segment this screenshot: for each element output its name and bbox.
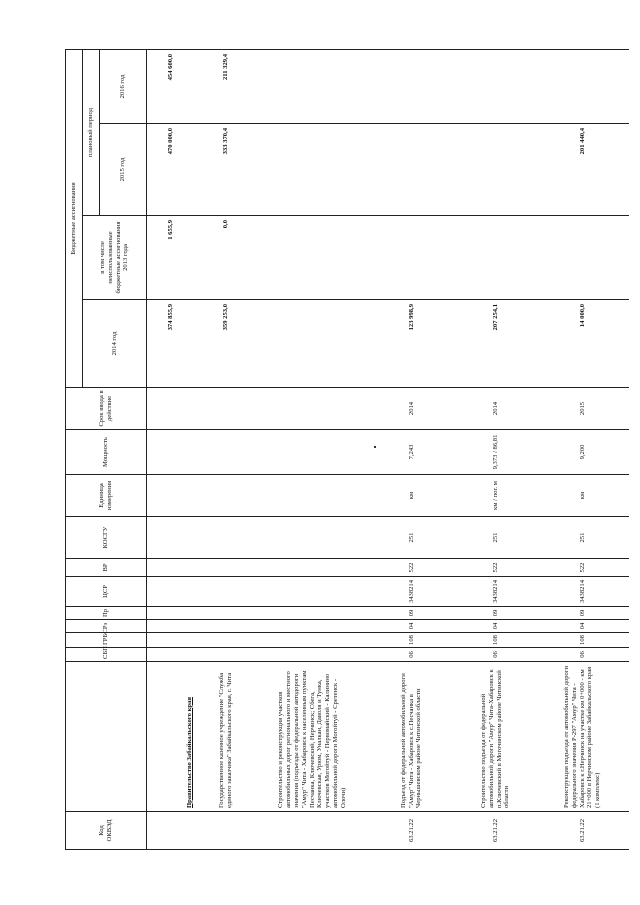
cell-vr [257,559,369,577]
table-row [455,50,537,850]
cell-y2015 [455,124,537,216]
cell-y2016: 211 329,4 [195,50,257,124]
col-kosgu: КОСГУ [66,517,147,559]
cell-sbp: 06 [369,648,455,662]
cell-grbs: 108 [537,633,629,648]
col-name [66,662,147,812]
cell-cap: 7,243 [369,430,455,475]
cell-incl [537,216,629,300]
cell-kod [147,812,195,850]
cell-rz: 04 [537,620,629,633]
cell-rz: 04 [455,620,537,633]
cell-y2015: 470 000,0 [147,124,195,216]
table-row [369,50,455,850]
cell-rz [257,620,369,633]
cell-incl: 0,0 [195,216,257,300]
cell-cap [195,430,257,475]
budget-table [65,49,629,850]
cell-y2016 [455,50,537,124]
cell-grbs: 108 [369,633,455,648]
cell-y2014: 374 855,9 [147,300,195,388]
table-row [147,50,195,850]
cell-vr [195,559,257,577]
cell-csr [257,577,369,607]
cell-pr: 09 [369,607,455,620]
cell-name: Реконструкция подъезда от автомобильной дороги федерального значения Р-297 "Амур" Чита - Хабаровск к г.Нерчинск на участке км 0+000 - км 21+000 в Нерчинском районе Забайкальского края (1 комплекс) [537,662,629,812]
cell-unit [257,475,369,517]
cell-kod [257,812,369,850]
cell-name: Государственное казенное учреждение "Служба единого заказчика" Забайкальского края, г. Чита [195,662,257,812]
cell-pr [195,607,257,620]
page-mark [374,446,376,448]
col-capacity: Мощность [66,430,147,475]
table-row [537,50,629,850]
cell-y2015 [369,124,455,216]
cell-y2014: 207 254,1 [455,300,537,388]
cell-term [257,388,369,430]
cell-vr: 522 [455,559,537,577]
col-commission: Срок ввода в действие [66,388,147,430]
cell-kosgu: 251 [455,517,537,559]
cell-kosgu: 251 [369,517,455,559]
cell-unit: км [369,475,455,517]
cell-y2014: 14 000,0 [537,300,629,388]
cell-csr [147,577,195,607]
cell-cap [147,430,195,475]
cell-kod: 63.21.22 [537,812,629,850]
cell-incl [257,216,369,300]
cell-grbs [257,633,369,648]
cell-y2015 [257,124,369,216]
cell-grbs: 108 [455,633,537,648]
cell-y2014: 359 253,0 [195,300,257,388]
cell-term [147,388,195,430]
col-kod: Код ОКВЭД [66,812,147,850]
cell-sbp: 06 [537,648,629,662]
cell-sbp: 06 [455,648,537,662]
cell-term [195,388,257,430]
cell-unit: км / пог. м [455,475,537,517]
cell-y2016: 454 600,0 [147,50,195,124]
cell-vr: 522 [537,559,629,577]
cell-y2015: 333 370,4 [195,124,257,216]
cell-kosgu [147,517,195,559]
cell-y2016 [369,50,455,124]
cell-sbp [195,648,257,662]
cell-rz [195,620,257,633]
cell-pr: 09 [455,607,537,620]
cell-name: Подъезд от федеральной автомобильной дороги "Амур" Чита - Хабаровск к с.Песчанка в Чернышевском районе Читинской области [369,662,455,812]
cell-vr: 522 [369,559,455,577]
cell-term: 2014 [369,388,455,430]
cell-y2014: 123 998,9 [369,300,455,388]
cell-y2016 [257,50,369,124]
cell-sbp [147,648,195,662]
table-row [195,50,257,850]
col-budget-group: Бюджетные ассигнования [66,50,83,388]
col-2016: 2016 год [100,50,147,124]
cell-kosgu [195,517,257,559]
cell-cap: 9,373 / 86,81 [455,430,537,475]
cell-csr [195,577,257,607]
col-sbp: СБП [66,648,147,662]
cell-pr [257,607,369,620]
cell-kosgu [257,517,369,559]
col-2014: 2014 год [83,300,147,388]
cell-cap: 9,200 [537,430,629,475]
table-row [257,50,369,850]
cell-unit: км [537,475,629,517]
cell-sbp [257,648,369,662]
cell-rz: 04 [369,620,455,633]
cell-incl [369,216,455,300]
cell-csr: 3438214 [537,577,629,607]
cell-unit [195,475,257,517]
cell-term: 2014 [455,388,537,430]
col-csr: ЦСР [66,577,147,607]
cell-grbs [147,633,195,648]
cell-incl [455,216,537,300]
cell-incl: 1 655,9 [147,216,195,300]
col-pr: Пр [66,607,147,620]
col-plan-period: плановый период [83,50,100,216]
cell-name: Правительство Забайкальского края [147,662,195,812]
cell-cap [257,430,369,475]
cell-unit [147,475,195,517]
cell-term: 2015 [537,388,629,430]
cell-pr [147,607,195,620]
cell-csr: 3438214 [369,577,455,607]
cell-y2016 [537,50,629,124]
cell-rz [147,620,195,633]
rotated-table-sheet [65,50,635,850]
cell-name: Строительство подъезда от федеральной автомобильной дороги "Амур" Чита-Хабаровск к п.Ключевский в Могочинском районе Читинской области [455,662,537,812]
cell-y2015: 201 440,4 [537,124,629,216]
cell-kod: 63.21.22 [369,812,455,850]
col-unit: Единица измерения [66,475,147,517]
cell-y2014 [257,300,369,388]
cell-kosgu: 251 [537,517,629,559]
cell-vr [147,559,195,577]
cell-grbs [195,633,257,648]
cell-name: Строительство и реконструкция участков автомобильных дорог регионального и местного значения (подъезды от федеральной автодороги "Амур" Чита - Хабаровск к населенным пунктам Песчанка, Ключевский, Нерчинск; Сбега, Ключевская, Урюм, Уналкан, Даволя и Тунка, участков Могойтуй - Первомайский - Калинино автомобильной дороги Могойтуй - Сретенск - Олочи) [257,662,369,812]
col-incl: в том числе неиспользованные бюджетные ассигнования 2013 года [83,216,147,300]
col-rz: Рз [66,620,147,633]
cell-kod: 63.21.22 [455,812,537,850]
col-2015: 2015 год [100,124,147,216]
cell-csr: 3438214 [455,577,537,607]
col-grbs: ГРБС [66,633,147,648]
cell-pr: 09 [537,607,629,620]
cell-kod [195,812,257,850]
col-vr: ВР [66,559,147,577]
